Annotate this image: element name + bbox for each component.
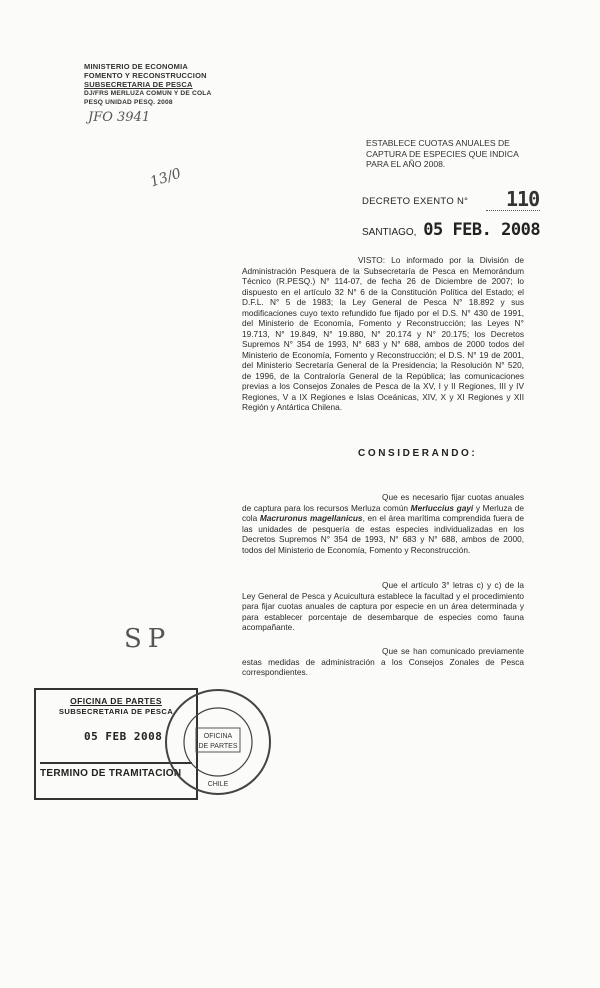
visto-lead: VISTO: (358, 255, 386, 265)
ministry-line-1: MINISTERIO DE ECONOMIA (84, 62, 188, 71)
considerando-2: Que el artículo 3° letras c) y c) de la Ley General de Pesca y Acuicultura establece la facultad y el procedimiento para fijar cuotas anuales de captura por especie en un área determinada y para establecer porcentaje de desembarque de especies como fauna acompañante. (242, 580, 524, 632)
considerando-heading: CONSIDERANDO: (358, 448, 478, 459)
ministry-seal (162, 686, 274, 798)
decree-number-block (362, 187, 540, 211)
subsecretaria-line: SUBSECRETARIA DE PESCA (84, 80, 193, 89)
visto-text: Lo informado por la División de Administración Pesquera de la Subsecretaría de Pesca en Memorándum Técnico (R.PESQ.) N° 114-07, de fecha 26 de Diciembre de 2007; lo dispuesto en el artículo 32 N° 6 de la Constitución Política del Estado; el D.F.L. N° 5 de 1983; la Ley General de Pesca N° 18.892 y sus modificaciones cuyo texto refundido fue fijado por el D.S. N° 430 de 1991, del Ministerio de Economía, Fomento y Reconstrucción; las Leyes N° 19.713, N° 19.849, N° 19.880, N° 20.174 y N° 20.175; los Decretos Supremos N° 354 de 1993, N° 683 y N° 688, ambos de 2000 todos del Ministerio de Economía, Fomento y Reconstrucción; el D.S. N° 19 de 2001, del Ministerio Secretaría General de la Presidencia; la Resolución N° 520, de 1996, de la Contraloría General de la República; las comunicaciones previas a los Consejos Zonales de Pesca de la XV, I y II Regiones, III y IV Regiones, V a IX Regiones e Islas Oceánicas, XIV, X y XI Regiones y XII Región y Antártica Chilena. (242, 255, 524, 412)
handwritten-code: JFO 3941 (88, 110, 151, 125)
letterhead (84, 62, 224, 107)
stamp-line-2: SUBSECRETARIA DE PESCA (58, 707, 174, 716)
stamp-date: 05 FEB 2008 (84, 730, 163, 743)
reference-line-2: PESQ UNIDAD PESQ. 2008 (84, 99, 173, 106)
decree-title: ESTABLECE CUOTAS ANUALES DE CAPTURA DE ESPECIES QUE INDICA PARA EL AÑO 2008. (366, 138, 519, 170)
seal-inner-ring (184, 708, 252, 776)
considerando-1: Que es necesario fijar cuotas anuales de captura para los recursos Merluza común Merluccius gayi y Merluza de cola Macruronus magellanicus, en el área marítima comprendida fuera de las unidades de pesquería de estas especies individualizadas en los Decretos Supremos N° 354 de 1993, N° 683 y N° 688, ambos de 2000, todos del Ministerio de Economía, Fomento y Reconstrucción. (242, 492, 525, 555)
ministry-line-2: FOMENTO Y RECONSTRUCCION (84, 71, 207, 80)
handwritten-initials: SP (124, 624, 172, 654)
decree-label: DECRETO EXENTO N° (362, 196, 469, 207)
seal-center-line-2: DE PARTES (198, 743, 238, 750)
stamp-line-3: TERMINO DE TRAMITACION (40, 762, 192, 779)
seal-outer-ring (166, 690, 270, 794)
decree-number: 110 (506, 187, 540, 211)
visto-paragraph (242, 255, 524, 413)
stamp-line-1: OFICINA DE PARTES (70, 696, 162, 706)
margin-note: 13/0 (148, 165, 184, 191)
decree-date (362, 220, 540, 240)
reference-line-1: DJ/FRS MERLUZA COMUN Y DE COLA (84, 90, 212, 97)
seal-bottom-text: CHILE (207, 781, 229, 788)
species-merluza-cola: Macruronus magellanicus (259, 513, 363, 523)
date-stamp: 05 FEB. 2008 (423, 220, 541, 240)
date-place: SANTIAGO, (362, 227, 417, 238)
considerando-3: Que se han comunicado previamente estas medidas de administración a los Consejos Zonales de Pesca correspondientes. (242, 646, 524, 677)
species-merluza-comun: Merluccius gayi (410, 502, 474, 513)
seal-center-line-1: OFICINA (203, 733, 233, 740)
